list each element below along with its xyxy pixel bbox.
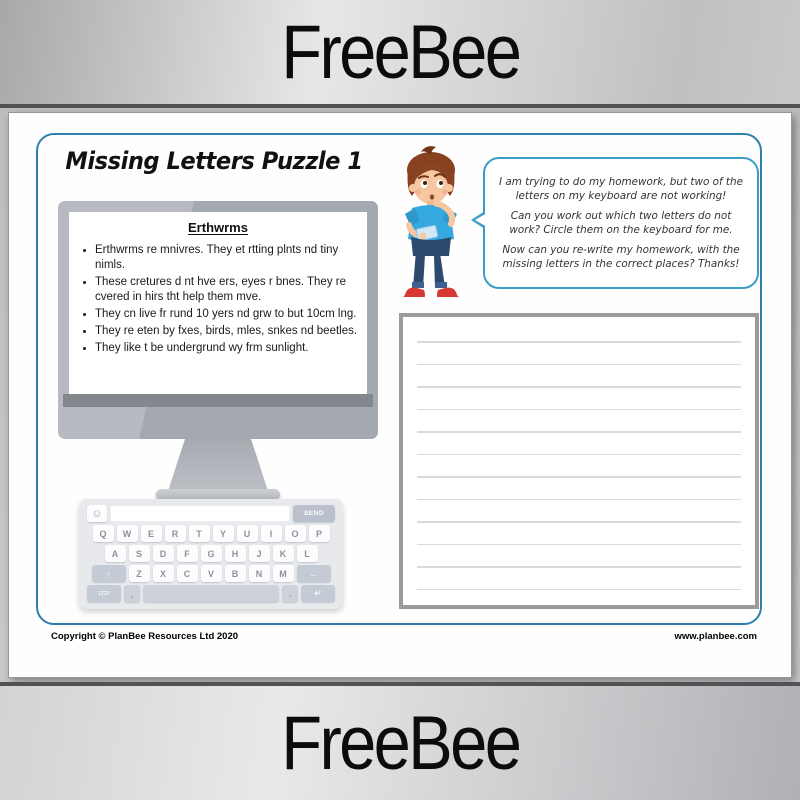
key-c: C <box>177 565 198 582</box>
key-d: D <box>153 545 174 562</box>
speech-bubble-paragraph: Can you work out which two letters do not work? Circle them on the keyboard for me. <box>509 209 733 236</box>
key-s: S <box>129 545 150 562</box>
keyboard-text-field <box>110 505 290 522</box>
key-v: V <box>201 565 222 582</box>
return-key: ↵ <box>301 585 335 602</box>
key-z: Z <box>129 565 150 582</box>
writing-line <box>417 341 741 343</box>
writing-line <box>417 544 741 546</box>
key-w: W <box>117 525 138 542</box>
comma-key: , <box>124 585 140 602</box>
key-h: H <box>225 545 246 562</box>
shift-key: ↑ <box>92 565 126 582</box>
space-key <box>143 585 279 602</box>
key-t: T <box>189 525 210 542</box>
worksheet-page <box>8 112 792 678</box>
keyboard-row-letters <box>129 565 294 582</box>
keyboard-row <box>87 525 335 542</box>
writing-line <box>417 521 741 523</box>
period-key: . <box>282 585 298 602</box>
bottom-banner-brand: FreeBee <box>280 700 520 786</box>
keyboard-bottom-row <box>87 585 335 602</box>
keyboard-row <box>87 565 335 582</box>
send-key: SEND <box>293 505 335 522</box>
monitor-stand <box>168 439 268 491</box>
writing-line <box>417 431 741 433</box>
key-b: B <box>225 565 246 582</box>
speech-bubble-paragraph: I am trying to do my homework, but two of the letters on my keyboard are not working! <box>499 175 743 202</box>
key-y: Y <box>213 525 234 542</box>
speech-bubble-paragraph: Now can you re-write my homework, with the missing letters in the correct places? Thanks! <box>502 244 740 271</box>
key-j: J <box>249 545 270 562</box>
writing-line <box>417 364 741 366</box>
key-g: G <box>201 545 222 562</box>
numbers-key: 123? <box>87 585 121 602</box>
key-l: L <box>297 545 318 562</box>
worksheet-title: Missing Letters Puzzle 1 <box>65 147 363 175</box>
copyright-text: Copyright © PlanBee Resources Ltd 2020 <box>51 631 239 642</box>
key-x: X <box>153 565 174 582</box>
monitor-illustration <box>58 201 378 439</box>
keyboard-row <box>87 545 335 562</box>
key-k: K <box>273 545 294 562</box>
keyboard-illustration <box>79 499 343 609</box>
homework-bullet: • These cretures d nt hve ers, eyes r bnes. They re cvered in hirs tht help them mve. <box>95 275 363 305</box>
key-o: O <box>285 525 306 542</box>
website-text: www.planbee.com <box>674 631 757 642</box>
key-p: P <box>309 525 330 542</box>
homework-bullet: • Erthwrms re mnivres. They et rtting plnts nd tiny nimls. <box>95 243 363 273</box>
key-u: U <box>237 525 258 542</box>
homework-bullet-list <box>69 243 363 356</box>
backspace-key: ← <box>297 565 331 582</box>
boy-character-illustration <box>385 143 477 309</box>
speech-bubble <box>483 157 759 289</box>
bottom-banner <box>0 682 800 800</box>
homework-bullet: • They re eten by fxes, birds, mles, snkes nd beetles. <box>95 324 363 339</box>
key-r: R <box>165 525 186 542</box>
top-banner-brand: FreeBee <box>280 9 520 95</box>
writing-line <box>417 499 741 501</box>
monitor-bezel-strip <box>63 394 373 407</box>
writing-line <box>417 589 741 591</box>
keyboard-input-row <box>87 505 335 522</box>
monitor-screen <box>69 212 367 394</box>
writing-line <box>417 454 741 456</box>
writing-area <box>399 313 759 609</box>
key-n: N <box>249 565 270 582</box>
key-i: I <box>261 525 282 542</box>
emoji-key: ☺ <box>87 505 107 522</box>
writing-line <box>417 409 741 411</box>
writing-line <box>417 386 741 388</box>
writing-line <box>417 566 741 568</box>
writing-line <box>417 476 741 478</box>
homework-bullet: • They cn live fr rund 10 yers nd grw to but 10cm lng. <box>95 307 363 322</box>
key-f: F <box>177 545 198 562</box>
homework-bullet: • They like t be undergrund wy frm sunlight. <box>95 341 363 356</box>
key-m: M <box>273 565 294 582</box>
top-banner <box>0 0 800 108</box>
key-e: E <box>141 525 162 542</box>
key-a: A <box>105 545 126 562</box>
homework-heading: Erthwrms <box>188 220 248 235</box>
key-q: Q <box>93 525 114 542</box>
